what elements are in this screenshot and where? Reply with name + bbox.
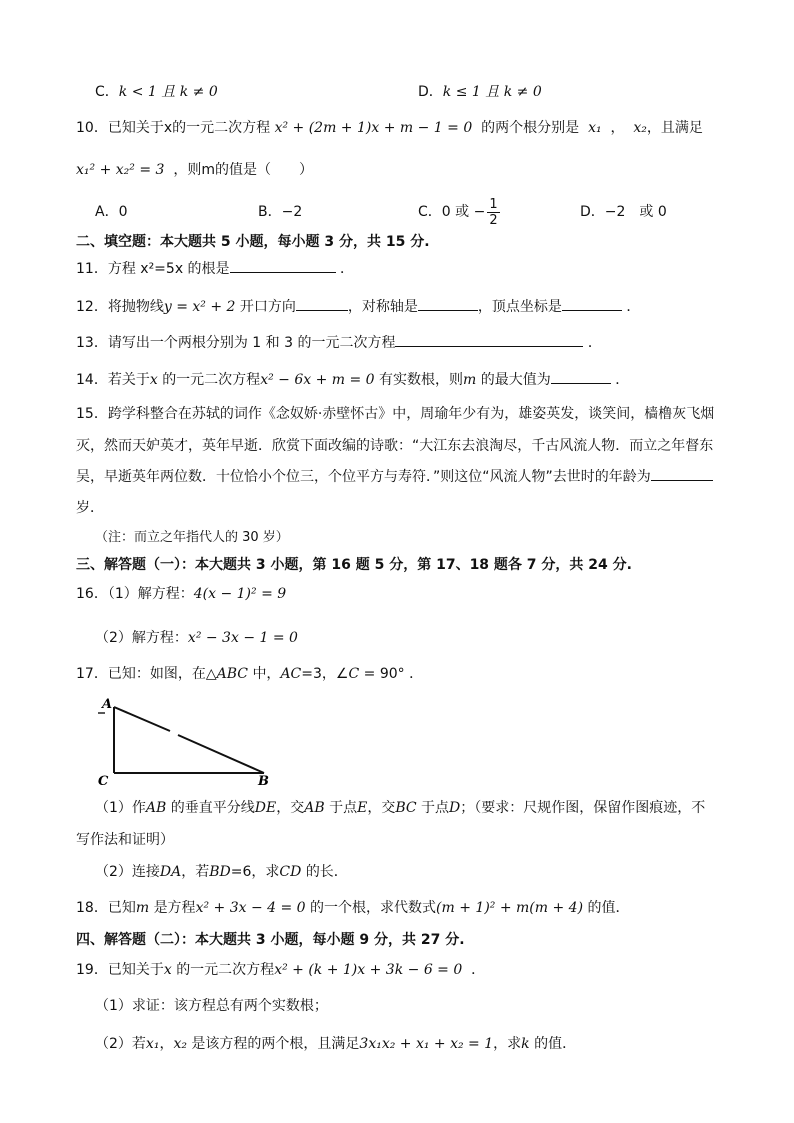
q19-p2-x2: x₂ xyxy=(173,1036,187,1052)
q14-text-d: 的最大值为 xyxy=(480,372,551,388)
q10-condition: x₁² + x₂² = 3 xyxy=(76,162,165,178)
q10-text-b: 的两个根分别是 xyxy=(481,120,580,136)
q17-p1-ab: AB xyxy=(145,800,167,816)
q10-root1: x₁ xyxy=(588,120,602,136)
q19-text-a: 已知关于 xyxy=(107,962,164,978)
q18-expression: (m + 1)² + m(m + 4) xyxy=(436,900,584,916)
q17-p2-c: =6，求 xyxy=(230,864,280,880)
q17-ac: AC xyxy=(280,666,302,682)
q10-equation: x² + (2m + 1)x + m − 1 = 0 xyxy=(274,120,473,136)
q17-p2-a: （2）连接 xyxy=(95,864,160,880)
q10-stem-line1: 10．已知关于x的一元二次方程 x² + (2m + 1)x + m − 1 = 0 的两个根分别是 x₁ ， x₂，且满足 xyxy=(76,120,703,136)
q12 xyxy=(76,296,640,317)
q18-text-a: 已知 xyxy=(107,900,136,916)
q17-text-b: 中， xyxy=(252,666,281,682)
q16-part2-label: （2）解方程： xyxy=(95,630,188,646)
side-ab-segment-1 xyxy=(114,707,170,731)
fraction-denominator: 2 xyxy=(489,212,498,228)
q15-line4: 岁． xyxy=(76,500,104,516)
q9-option-d-math: k ≤ 1 且 k ≠ 0 xyxy=(442,84,542,100)
q17-p1-b: 的垂直平分线 xyxy=(170,800,255,816)
q10-option-c-prefix: C．0 或 xyxy=(418,204,470,220)
q9-option-c xyxy=(95,82,218,102)
q15-text-1: 跨学科整合在苏轼的词作《念奴娇·赤壁怀古》中，周瑜年少有为，雄姿英发，谈笑间，樯橹灰飞烟 xyxy=(107,406,715,422)
q17-part1-line1 xyxy=(95,798,705,818)
q15-answer-blank[interactable] xyxy=(651,466,713,481)
q14-answer-blank[interactable] xyxy=(551,369,611,384)
q9-option-c-math: k < 1 且 k ≠ 0 xyxy=(118,84,218,100)
q17-p2-bd: BD xyxy=(209,864,231,880)
section-solve-2-title: 四、解答题（二）：本大题共 3 小题，每小题 9 分，共 27 分. xyxy=(76,932,465,948)
q19-part1: （1）求证：该方程总有两个实数根； xyxy=(95,998,328,1014)
q17-p1-e-text: ，交 xyxy=(367,800,396,816)
q19-text-b: 的一元二次方程 xyxy=(176,962,275,978)
q19-part2 xyxy=(95,1034,576,1054)
q17-cond-d: = 90° xyxy=(359,666,405,682)
q9-option-d xyxy=(418,82,542,102)
q16-part1-label: （1）解方程： xyxy=(107,586,194,602)
q14-number: 14． xyxy=(76,372,108,388)
q17-text-a: 已知：如图，在△ xyxy=(107,666,217,682)
q19-stem xyxy=(76,960,485,980)
q19-p2-d: ，求 xyxy=(493,1036,522,1052)
q17-cond-b: =3，∠ xyxy=(301,666,349,682)
q10-text: 已知关于x的一元二次方程 xyxy=(107,120,271,136)
q17-triangle: ABC xyxy=(216,666,248,682)
q14-text-c: 有实数根，则 xyxy=(379,372,464,388)
q17-stem xyxy=(76,664,423,684)
q14-var-x: x xyxy=(149,372,158,388)
q13-answer-blank[interactable] xyxy=(395,332,583,347)
q17-p1-bc: BC xyxy=(395,800,417,816)
vertex-label-c: C xyxy=(98,774,109,789)
q15-line2: 灭，然而天妒英才，英年早逝．欣赏下面改编的诗歌：“大江东去浪淘尽，千古风流人物．而立之年督东 xyxy=(76,438,714,454)
q17-angle-c: C xyxy=(348,666,360,682)
q15-line1 xyxy=(76,404,714,424)
q19-equation: x² + (k + 1)x + 3k − 6 = 0 xyxy=(274,962,463,978)
q10-stem-line2 xyxy=(76,160,313,180)
q19-p2-e: 的值． xyxy=(534,1036,577,1052)
q11-answer-blank[interactable] xyxy=(230,258,336,273)
q10-option-c xyxy=(418,196,502,228)
q10-option-a: A．0 xyxy=(95,204,128,220)
q16-part2-equation: x² − 3x − 1 = 0 xyxy=(187,630,298,646)
q12-text-a: 将抛物线 xyxy=(107,299,164,315)
q17-part2 xyxy=(95,862,348,882)
section-solve-1-title: 三、解答题（一）：本大题共 3 小题，第 16 题 5 分，第 17、18 题各 7 分，共 24 分. xyxy=(76,557,632,573)
q17-p1-e: E xyxy=(357,800,368,816)
q10-option-d: D．−2 或 0 xyxy=(580,204,667,220)
q12-vertex-blank[interactable] xyxy=(562,296,622,311)
q17-part1-line2: 写作法和证明） xyxy=(76,832,174,848)
vertex-label-b: B xyxy=(258,774,269,789)
q15-text-3: 吴，早逝英年两位数．十位恰小个位三，个位平方与寿符．”则这位“风流人物”去世时的年龄为 xyxy=(76,469,651,485)
q18-text-d: 的值． xyxy=(587,900,630,916)
q18-var-m: m xyxy=(135,900,150,916)
q17-p1-d: 于点 xyxy=(329,800,358,816)
q15-note: （注：而立之年指代人的 30 岁） xyxy=(95,530,289,545)
q17-p2-da: DA xyxy=(159,864,182,880)
q11 xyxy=(76,258,354,279)
q10-option-b: B．−2 xyxy=(258,204,303,220)
section-fill-in-title: 二、填空题：本大题共 5 小题，每小题 3 分，共 15 分. xyxy=(76,234,430,250)
q14-text-a: 若关于 xyxy=(107,372,150,388)
q15-line3 xyxy=(76,466,713,487)
q19-number: 19． xyxy=(76,962,108,978)
q19-p2-x1: x₁ xyxy=(145,1036,160,1052)
q16-part1 xyxy=(76,584,286,604)
q17-p1-g: ；（要求：尺规作图，保留作图痕迹，不 xyxy=(460,800,706,816)
q10-text-d: ，则m的值是（ ） xyxy=(173,162,313,178)
q14-text-b: 的一元二次方程 xyxy=(162,372,261,388)
q9-option-c-label: C． xyxy=(95,84,119,100)
q12-parabola: y = x² + 2 xyxy=(163,299,236,315)
q19-var-x: x xyxy=(163,962,172,978)
q10-text-c: ，且满足 xyxy=(646,120,703,136)
q14 xyxy=(76,369,629,390)
q13 xyxy=(76,332,602,353)
fraction-numerator: 1 xyxy=(489,196,498,212)
q15-number: 15． xyxy=(76,406,108,422)
q16-part1-equation: 4(x − 1)² = 9 xyxy=(193,586,287,602)
q17-p2-b: ，若 xyxy=(181,864,210,880)
q10-root2: x₂ xyxy=(633,120,647,136)
q13-number: 13． xyxy=(76,335,108,351)
q17-end: ． xyxy=(409,666,424,682)
q12-text-d: ，顶点坐标是 xyxy=(477,299,562,315)
q12-number: 12． xyxy=(76,299,108,315)
q16-number: 16． xyxy=(76,586,108,602)
q19-p2-condition: 3x₁x₂ + x₁ + x₂ = 1 xyxy=(359,1036,494,1052)
q14-end: ． xyxy=(615,372,630,388)
q10-option-c-sign: − xyxy=(473,204,486,220)
q12-axis-blank[interactable] xyxy=(418,296,478,311)
q19-p2-b: ， xyxy=(159,1036,174,1052)
q11-text: 方程 x²=5x 的根是 xyxy=(107,261,230,277)
q11-number: 11． xyxy=(76,261,108,277)
q17-number: 17． xyxy=(76,666,108,682)
q19-end: ． xyxy=(471,962,486,978)
q10-option-c-fraction xyxy=(487,197,499,228)
q17-p1-a: （1）作 xyxy=(95,800,146,816)
q18 xyxy=(76,898,630,918)
q17-triangle-figure xyxy=(92,693,282,789)
q14-var-m: m xyxy=(463,372,477,388)
q19-p2-k: k xyxy=(521,1036,530,1052)
side-ab-segment-2 xyxy=(178,735,264,773)
q12-text-c: ，对称轴是 xyxy=(347,299,418,315)
q18-text-c: 的一个根，求代数式 xyxy=(310,900,437,916)
q16-part2 xyxy=(95,628,298,648)
q19-p2-c: 是该方程的两个根，且满足 xyxy=(191,1036,360,1052)
q9-option-d-label: D． xyxy=(418,84,443,100)
q17-p1-f: 于点 xyxy=(421,800,450,816)
q19-p2-a: （2）若 xyxy=(95,1036,146,1052)
q12-direction-blank[interactable] xyxy=(296,296,348,311)
q10-number: 10． xyxy=(76,120,108,136)
q12-end: ． xyxy=(626,299,641,315)
q17-p2-cd: CD xyxy=(279,864,302,880)
q12-text-b: 开口方向 xyxy=(239,299,296,315)
vertex-label-a: A xyxy=(102,697,113,712)
q18-text-b: 是方程 xyxy=(153,900,196,916)
q17-p1-de: DE xyxy=(254,800,277,816)
q13-end: ． xyxy=(587,335,602,351)
q17-p2-d: 的长． xyxy=(305,864,348,880)
q18-number: 18． xyxy=(76,900,108,916)
q18-equation: x² + 3x − 4 = 0 xyxy=(195,900,306,916)
q17-p1-ab2: AB xyxy=(304,800,325,816)
q13-text: 请写出一个两根分别为 1 和 3 的一元二次方程 xyxy=(107,335,396,351)
q17-p1-c: ，交 xyxy=(276,800,305,816)
q17-p1-d-point: D xyxy=(449,800,461,816)
q14-equation: x² − 6x + m = 0 xyxy=(260,372,375,388)
q11-end: ． xyxy=(340,261,355,277)
